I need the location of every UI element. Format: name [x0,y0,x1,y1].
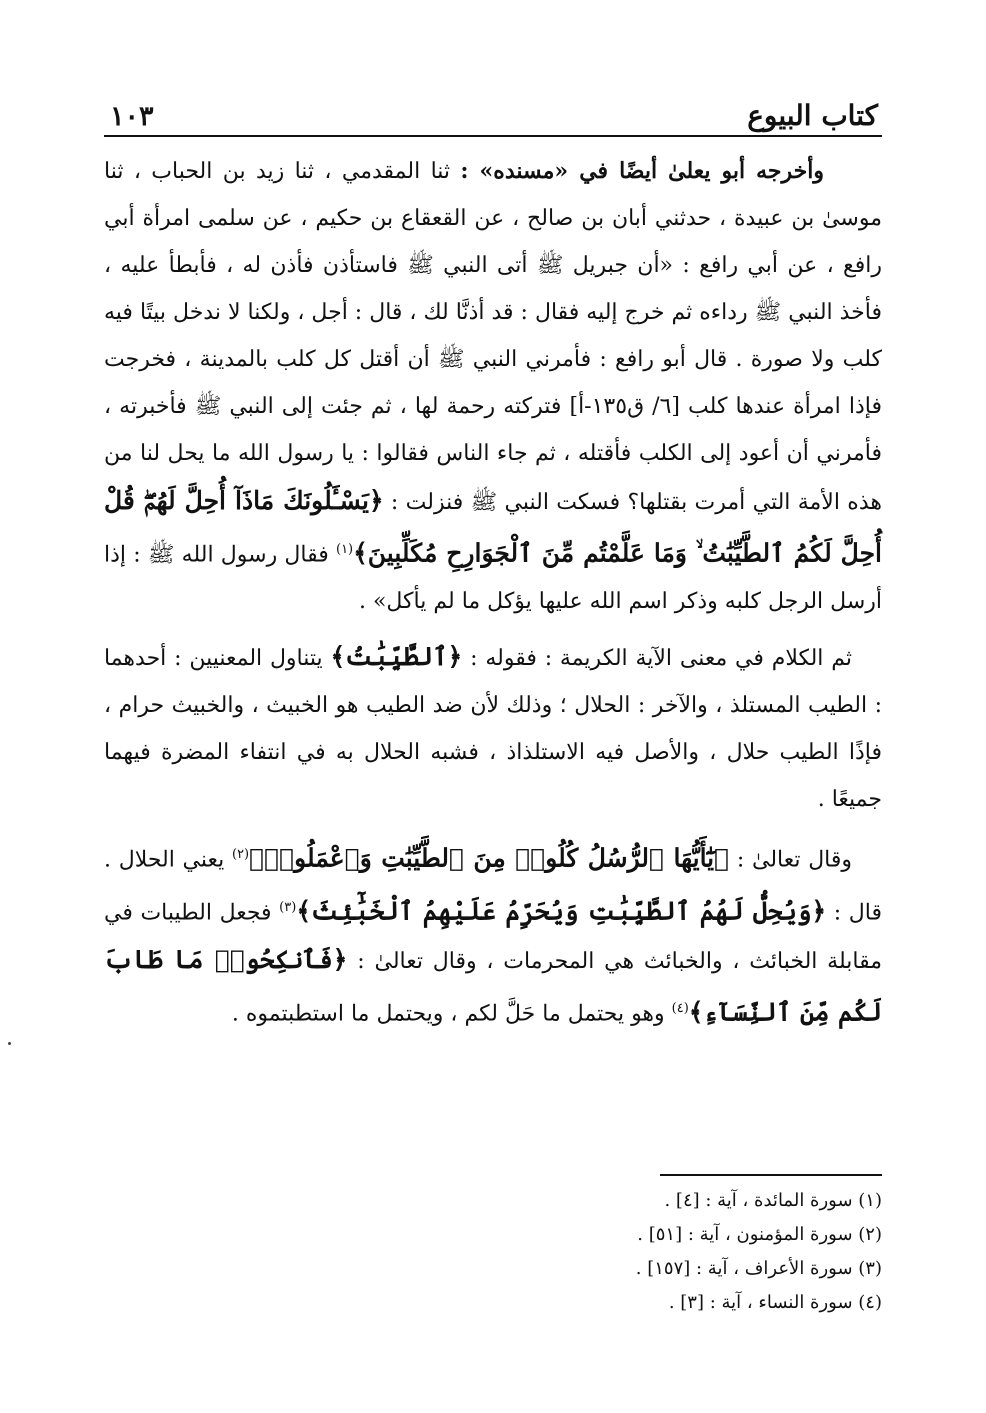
footnote-ref-1[interactable]: (١) [335,542,354,557]
running-title: كتاب البيوع [747,99,878,132]
scan-speck [8,1042,11,1045]
footnote-2: (٢) سورة المؤمنون ، آية : [٥١] . [637,1224,882,1245]
footnote-ref-2[interactable]: (٢) [231,847,250,863]
paragraph-3 [104,831,882,1037]
paragraph-1 [104,148,882,625]
paragraph-1-lead: وأخرجه أبو يعلىٰ أيضًا في «مسنده» : [460,158,824,184]
footnote-1: (١) سورة المائدة ، آية : [٤] . [664,1190,882,1211]
quran-verse-4: ﴿فَٱنكِحُوا۟ مَا طَابَ لَكُم مِّنَ ٱلنِّسَآءِ﴾ [104,944,882,1027]
paragraph-3-text-b: يعني الحلال . قال : [104,847,882,925]
paragraph-1-text-a: ثنا المقدمي ، ثنا زيد بن الحباب ، ثنا موسىٰ بن عبيدة ، حدثني أبان بن صالح ، عن القعقاع بن حكيم ، عن سلمى امرأة أبي رافع ، عن أبي رافع : «أن جبريل ﷺ أتى النبي ﷺ فاستأذن فأذن له ، فأبطأ عليه ، فأخذ النبي ﷺ رداءه ثم خرج إليه فقال : قد أذنَّا لك ، قال : أجل ، ولكنا لا ندخل بيتًا فيه كلب ولا صورة . قال أبو رافع : فأمرني النبي ﷺ أن أقتل كل كلب بالمدينة ، فخرجت فإذا امرأة عندها كلب [٦/ ق١٣٥-أ] فتركته رحمة لها ، ثم جئت إلى النبي ﷺ فأخبرته ، فأمرني أن أعود إلى الكلب فأقتله ، ثم جاء الناس فقالوا : يا رسول الله ما يحل لنا من هذه الأمة التي أمرت بقتلها؟ فسكت النبي ﷺ فنزلت : [104,159,882,515]
footnote-separator [660,1174,882,1176]
paragraph-3-text-d: وهو يحتمل ما حَلَّ لكم ، ويحتمل ما استطبتموه . [231,1001,672,1027]
paragraph-3-text-c: فجعل الطيبات في مقابلة الخبائث ، والخبائث هي المحرمات ، وقال تعالىٰ : [104,899,883,974]
main-text [104,148,882,1037]
header-rule [104,135,882,137]
paragraph-3-text-a: وقال تعالىٰ : [729,847,853,873]
footnote-4: (٤) سورة النساء ، آية : [٣] . [668,1292,882,1313]
footnote-3: (٣) سورة الأعراف ، آية : [١٥٧] . [635,1258,882,1279]
quran-verse-1: ﴿يَسْـَٔلُونَكَ مَاذَآ أُحِلَّ لَهُمْۖ قُلْ أُحِلَّ لَكُمُ ٱلطَّيِّبَٰتُ ۙ وَمَا عَلَّمْتُم مِّنَ ٱلْجَوَارِحِ مُكَلِّبِينَ﴾ [104,486,882,568]
footnote-ref-3[interactable]: (٣) [279,899,297,915]
footnote-ref-4[interactable]: (٤) [671,1000,689,1016]
quran-verse-2: ﴿يَٰٓأَيُّهَا ٱلرُّسُلُ كُلُوا۟ مِنَ ٱلطَّيِّبَٰتِ وَٱعْمَلُوا۟﴾ [249,843,730,873]
quran-verse-3: ﴿وَيُحِلُّ لَهُمُ ٱلطَّيِّبَٰتِ وَيُحَرِّمُ عَلَيْهِمُ ٱلْخَبَٰٓئِثَ﴾ [296,895,827,925]
paragraph-2-text-a: ثم الكلام في معنى الآية الكريمة : فقوله : [462,646,852,672]
footnotes [582,1184,882,1320]
paragraph-2 [104,633,882,823]
paragraph-2-text-b: يتناول المعنيين : أحدهما : الطيب المستلذ ، والآخر : الحلال ؛ وذلك لأن ضد الطيب هو الخبيث ، والخبيث حرام ، فإذًا الطيب حلال ، والأصل فيه الاستلذاذ ، فشبه الحلال به في انتفاء المضرة فيهما جميعًا . [104,646,882,813]
quran-word-tayyibat: ﴿ٱلطَّيِّبَٰتُ﴾ [330,642,463,672]
page-number: ١٠٣ [110,101,154,132]
page-header [110,92,878,132]
paragraph-1-text-b: فقال رسول الله ﷺ : إذا أرسل الرجل كلبه وذكر اسم الله عليها يؤكل ما لم يأكل» . [104,542,882,615]
